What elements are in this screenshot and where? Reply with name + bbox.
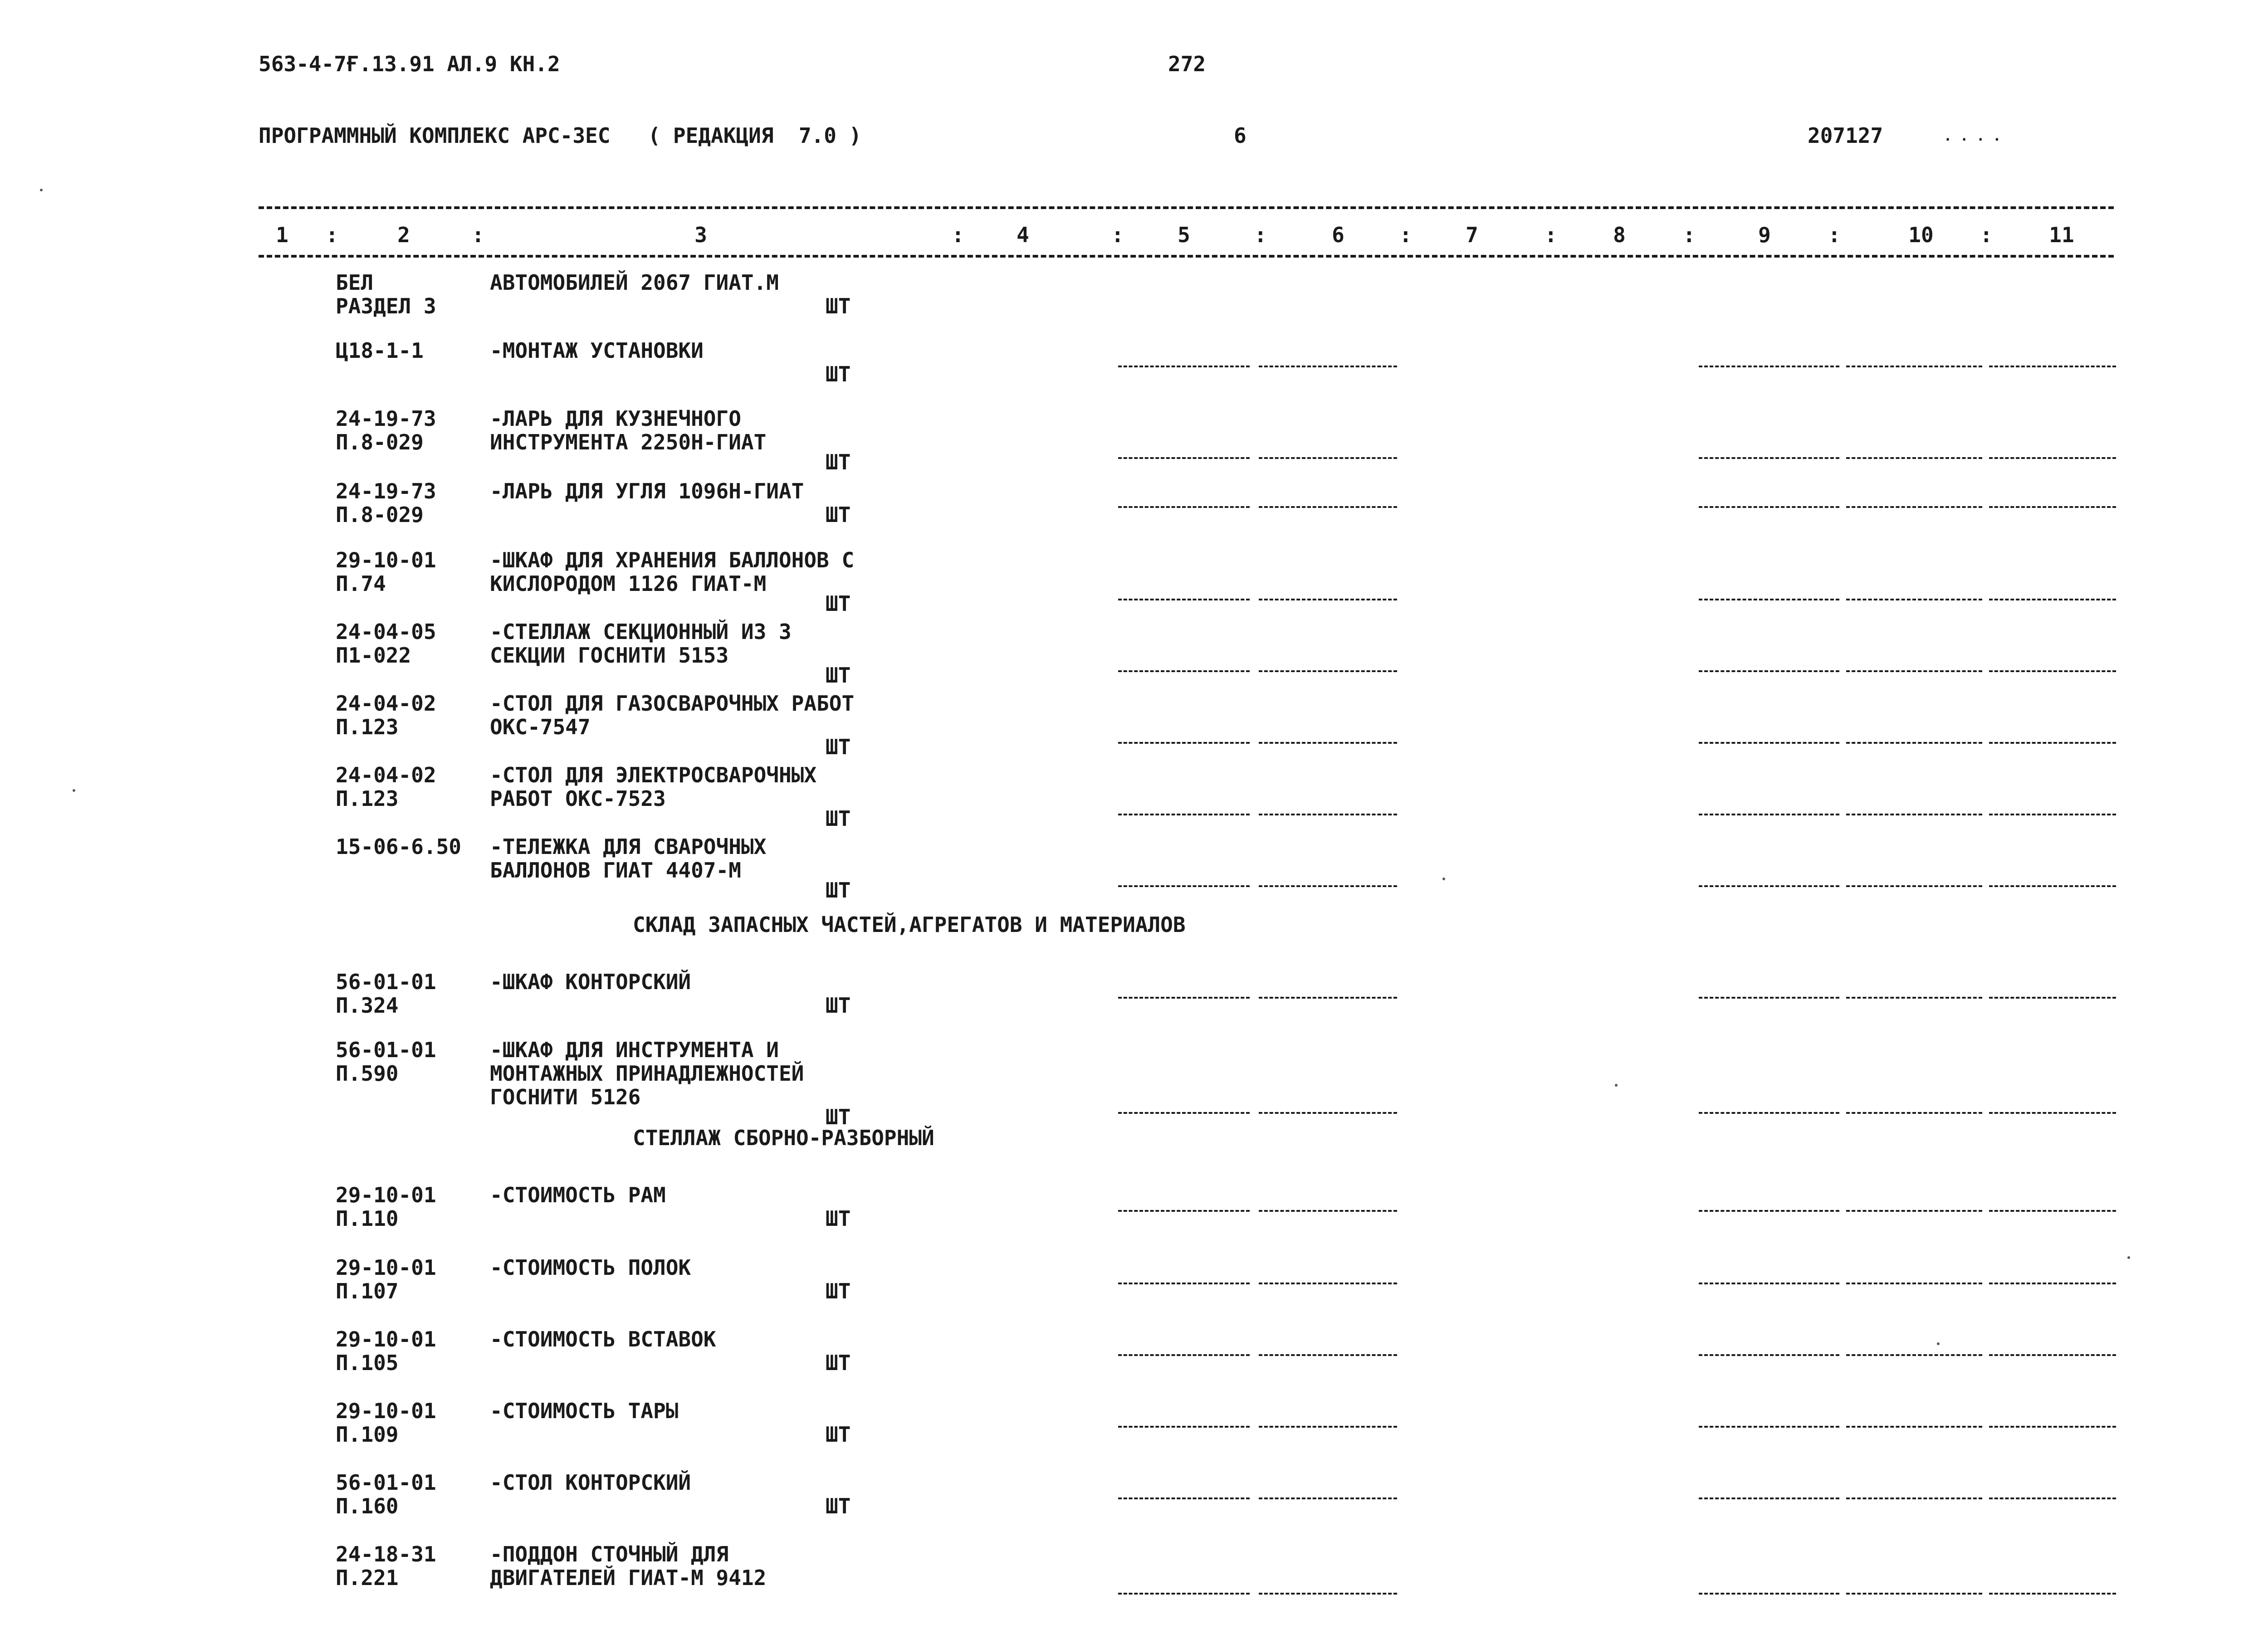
item-name: ИНСТРУМЕНТА 2250Н-ГИАТ [490,430,767,454]
unit-label: ШТ [826,1494,851,1518]
subtotal-rule [1259,1283,1397,1284]
subtotal-rule [1699,1593,1839,1595]
subtotal-rule [1699,742,1839,744]
item-name: -ШКАФ ДЛЯ ХРАНЕНИЯ БАЛЛОНОВ С [490,548,855,572]
subtotal-rule [1846,997,1982,999]
item-name: -ЛАРЬ ДЛЯ УГЛЯ 1096Н-ГИАТ [490,479,804,503]
subtotal-rule [1699,1497,1839,1499]
item-name: -СТОИМОСТЬ ПОЛОК [490,1255,691,1280]
reference-code: 24-04-05 [336,619,436,644]
column-separator: : [1980,223,1993,247]
item-name: РАБОТ ОКС-7523 [490,786,666,811]
item-name: СЕКЦИИ ГОСНИТИ 5153 [490,643,729,668]
column-header-8: 8 [1613,223,1626,247]
column-separator: : [326,223,338,247]
unit-label: ШТ [826,1279,851,1303]
column-separator: : [1399,223,1412,247]
subtotal-rule [1846,457,1982,459]
subtotal-rule [1118,599,1250,600]
unit-label: ШТ [826,450,851,474]
reference-code: 29-10-01 [336,1327,436,1351]
item-name: -ПОДДОН СТОЧНЫЙ ДЛЯ [490,1542,729,1566]
item-name: -ШКАФ КОНТОРСКИЙ [490,970,691,994]
subtotal-rule [1259,366,1397,367]
subtotal-rule [1989,814,2116,815]
reference-code: БЕЛ [336,270,374,295]
reference-code-line2: П.8-029 [336,502,424,527]
subtotal-rule [1118,1426,1250,1428]
unit-label: ШТ [826,294,851,318]
subtotal-rule [1989,1426,2116,1428]
subtotal-rule [1699,599,1839,600]
subtotal-rule [1846,1426,1982,1428]
column-header-9: 9 [1758,223,1771,247]
page-number: 272 [1168,52,1206,76]
subtotal-rule [1846,814,1982,815]
subtotal-rule [1989,1210,2116,1212]
reference-code-line2: П.221 [336,1566,399,1590]
item-name: -ШКАФ ДЛЯ ИНСТРУМЕНТА И [490,1038,779,1062]
subtotal-rule [1846,1354,1982,1356]
reference-code: 24-04-02 [336,763,436,787]
subtotal-rule [1259,1426,1397,1428]
document-number-suffix: . . . . [1944,128,2001,144]
subtotal-rule [1259,670,1397,672]
subtotal-rule [1259,1354,1397,1356]
item-name: БАЛЛОНОВ ГИАТ 4407-М [490,858,741,883]
subtotal-rule [1989,506,2116,508]
column-separator: : [952,223,964,247]
subtotal-rule [1989,742,2116,744]
item-name: ОКС-7547 [490,715,591,739]
subtotal-rule [1699,1283,1839,1284]
subtotal-rule [1118,1593,1250,1595]
reference-code-line2: П.105 [336,1351,399,1375]
column-separator: : [1545,223,1557,247]
reference-code-line2: П.160 [336,1494,399,1518]
column-separator: : [1828,223,1841,247]
section-title: СКЛАД ЗАПАСНЫХ ЧАСТЕЙ,АГРЕГАТОВ И МАТЕРИАЛОВ [633,912,1186,937]
subtotal-rule [1259,997,1397,999]
subtotal-rule [1118,1283,1250,1284]
reference-code: Ц18-1-1 [336,338,424,363]
column-header-6: 6 [1332,223,1344,247]
reference-code-line2: П.110 [336,1206,399,1231]
unit-label: ШТ [826,1206,851,1231]
subtotal-rule [1259,885,1397,887]
subtotal-rule [1989,1593,2116,1595]
unit-label: ШТ [826,993,851,1018]
reference-code: 24-18-31 [336,1542,436,1566]
reference-code-line2: П.107 [336,1279,399,1303]
unit-label: ШТ [826,878,851,902]
subtotal-rule [1259,814,1397,815]
reference-code-line2: П.123 [336,786,399,811]
subtotal-rule [1846,1593,1982,1595]
column-separator: : [472,223,484,247]
subtotal-rule [1259,742,1397,744]
subtotal-rule [1846,1210,1982,1212]
item-name: -ТЕЛЕЖКА ДЛЯ СВАРОЧНЫХ [490,834,767,859]
subtotal-rule [1118,457,1250,459]
section-title: СТЕЛЛАЖ СБОРНО-РАЗБОРНЫЙ [633,1126,934,1150]
subtotal-rule [1118,814,1250,815]
subtotal-rule [1989,670,2116,672]
item-name: -ЛАРЬ ДЛЯ КУЗНЕЧНОГО [490,406,741,431]
reference-code: 15-06-6.50 [336,834,461,859]
table-top-rule [259,206,2114,209]
unit-label: ШТ [826,1105,851,1129]
subtotal-rule [1118,1112,1250,1114]
unit-label: ШТ [826,663,851,688]
subtotal-rule [1259,1210,1397,1212]
unit-label: ШТ [826,735,851,759]
subtotal-rule [1259,1112,1397,1114]
subtotal-rule [1989,599,2116,600]
item-name: -СТОИМОСТЬ ВСТАВОК [490,1327,716,1351]
reference-code: 56-01-01 [336,970,436,994]
subtotal-rule [1989,1283,2116,1284]
column-header-2: 2 [397,223,410,247]
column-header-3: 3 [694,223,707,247]
item-name: ГОСНИТИ 5126 [490,1085,641,1109]
subtotal-rule [1259,1497,1397,1499]
document-code: 563-4-7Ғ.13.91 АЛ.9 КН.2 [259,52,560,76]
item-name: -СТОЛ ДЛЯ ГАЗОСВАРОЧНЫХ РАБОТ [490,691,855,716]
subtotal-rule [1118,742,1250,744]
unit-label: ШТ [826,806,851,831]
reference-code-line2: П.74 [336,571,386,596]
subtotal-rule [1699,506,1839,508]
item-name: -МОНТАЖ УСТАНОВКИ [490,338,704,363]
subtotal-rule [1846,885,1982,887]
subtotal-rule [1989,1497,2116,1499]
subtotal-rule [1118,997,1250,999]
subtotal-rule [1259,1593,1397,1595]
reference-code-line2: П.8-029 [336,430,424,454]
subtotal-rule [1846,670,1982,672]
subtotal-rule [1846,599,1982,600]
subtotal-rule [1259,506,1397,508]
subtotal-rule [1846,366,1982,367]
column-header-5: 5 [1178,223,1190,247]
item-name: МОНТАЖНЫХ ПРИНАДЛЕЖНОСТЕЙ [490,1061,804,1086]
subtotal-rule [1846,1497,1982,1499]
column-header-10: 10 [1908,223,1934,247]
subtotal-rule [1699,814,1839,815]
unit-label: ШТ [826,1422,851,1447]
reference-code-line2: П.109 [336,1422,399,1447]
subtotal-rule [1118,366,1250,367]
reference-code: 56-01-01 [336,1038,436,1062]
subtotal-rule [1699,997,1839,999]
column-header-4: 4 [1017,223,1029,247]
subtotal-rule [1118,1497,1250,1499]
item-name: -СТОЛ КОНТОРСКИЙ [490,1470,691,1495]
unit-label: ШТ [826,591,851,616]
subtotal-rule [1989,366,2116,367]
subtotal-rule [1989,457,2116,459]
subtotal-rule [1989,1112,2116,1114]
item-name: ДВИГАТЕЛЕЙ ГИАТ-М 9412 [490,1566,767,1590]
column-header-1: 1 [276,223,288,247]
header-bottom-rule [259,255,2114,258]
sheet-number: 6 [1234,123,1246,148]
subtotal-rule [1699,885,1839,887]
subtotal-rule [1259,457,1397,459]
reference-code-line2: П.590 [336,1061,399,1086]
item-name: КИСЛОРОДОМ 1126 ГИАТ-М [490,571,767,596]
reference-code-line2: П1-022 [336,643,411,668]
reference-code: 29-10-01 [336,1255,436,1280]
column-header-11: 11 [2049,223,2074,247]
reference-code: 29-10-01 [336,548,436,572]
unit-label: ШТ [826,1351,851,1375]
subtotal-rule [1846,742,1982,744]
item-name: -СТОИМОСТЬ ТАРЫ [490,1399,679,1423]
reference-code-line2: П.324 [336,993,399,1018]
subtotal-rule [1699,670,1839,672]
subtotal-rule [1699,1210,1839,1212]
column-separator: : [1683,223,1696,247]
program-header: ПРОГРАММНЫЙ КОМПЛЕКС АРС-ЗЕС ( РЕДАКЦИЯ 7.0 ) [259,123,862,148]
subtotal-rule [1259,599,1397,600]
unit-label: ШТ [826,362,851,386]
column-separator: : [1254,223,1267,247]
column-separator: : [1111,223,1124,247]
item-name: АВТОМОБИЛЕЙ 2067 ГИАТ.М [490,270,779,295]
subtotal-rule [1118,885,1250,887]
reference-code-line2: П.123 [336,715,399,739]
reference-code: 29-10-01 [336,1399,436,1423]
subtotal-rule [1989,997,2116,999]
subtotal-rule [1699,1112,1839,1114]
subtotal-rule [1699,457,1839,459]
document-number: 207127 [1808,123,1883,148]
unit-label: ШТ [826,502,851,527]
column-header-7: 7 [1466,223,1478,247]
subtotal-rule [1846,1283,1982,1284]
subtotal-rule [1118,1354,1250,1356]
subtotal-rule [1846,1112,1982,1114]
subtotal-rule [1699,1426,1839,1428]
reference-code: 24-04-02 [336,691,436,716]
item-name: -СТОИМОСТЬ РАМ [490,1183,666,1207]
subtotal-rule [1699,1354,1839,1356]
reference-code: 24-19-73 [336,479,436,503]
reference-code: 24-19-73 [336,406,436,431]
reference-code-line2: РАЗДЕЛ 3 [336,294,436,318]
subtotal-rule [1118,1210,1250,1212]
subtotal-rule [1846,506,1982,508]
subtotal-rule [1699,366,1839,367]
reference-code: 56-01-01 [336,1470,436,1495]
subtotal-rule [1118,506,1250,508]
subtotal-rule [1989,885,2116,887]
item-name: -СТОЛ ДЛЯ ЭЛЕКТРОСВАРОЧНЫХ [490,763,817,787]
item-name: -СТЕЛЛАЖ СЕКЦИОННЫЙ ИЗ 3 [490,619,792,644]
subtotal-rule [1989,1354,2116,1356]
reference-code: 29-10-01 [336,1183,436,1207]
subtotal-rule [1118,670,1250,672]
